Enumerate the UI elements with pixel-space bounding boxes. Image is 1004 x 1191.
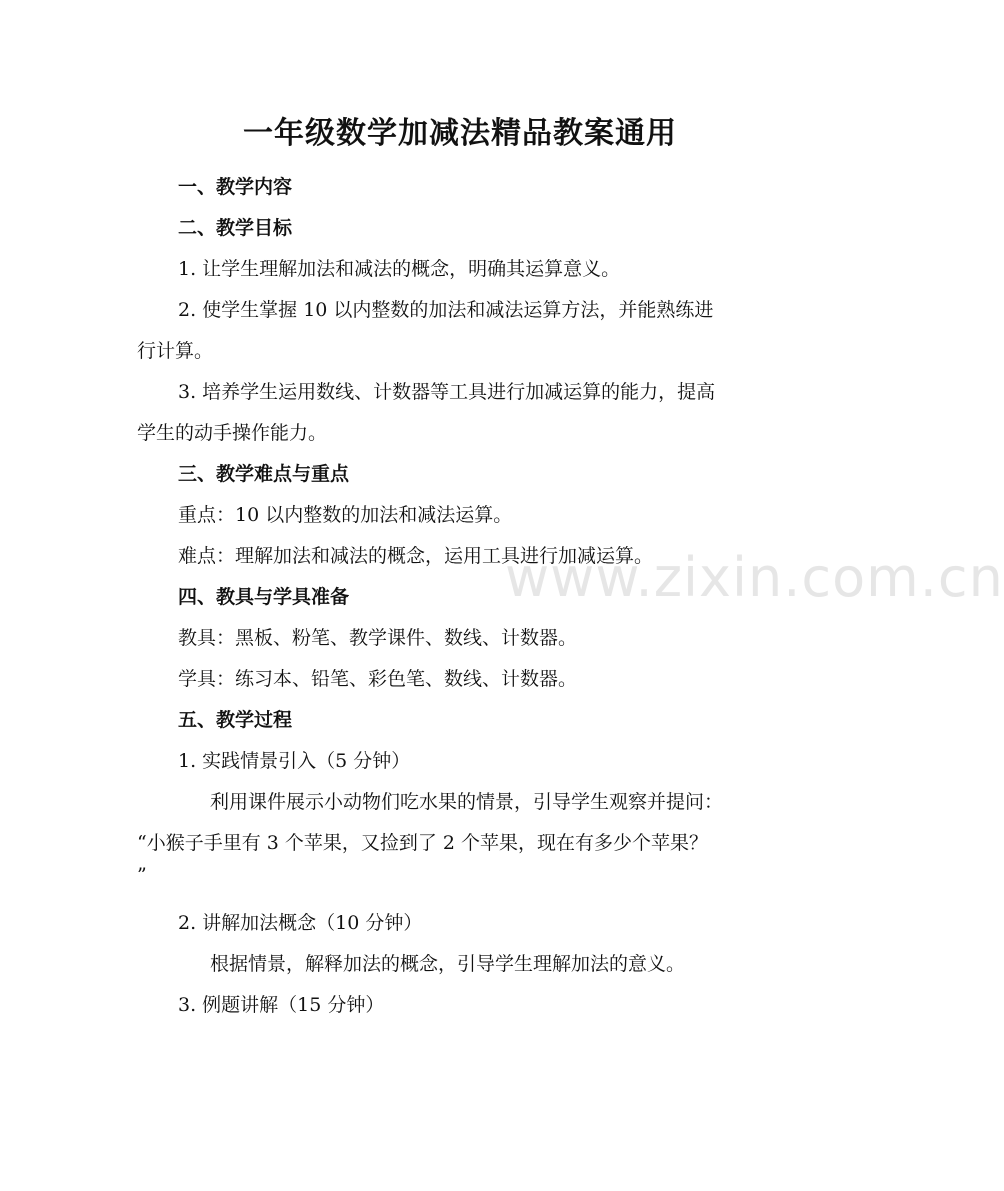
document-title: 一年级数学加减法精品教案通用 (243, 116, 677, 151)
objective-2-cont: 行计算。 (137, 340, 214, 362)
section-heading-materials: 四、教具与学具准备 (178, 586, 350, 608)
difficulty: 难点：理解加法和减法的概念，运用工具进行加减运算。 (178, 545, 654, 567)
section-heading-process: 五、教学过程 (178, 709, 293, 731)
objective-3-cont: 学生的动手操作能力。 (137, 422, 328, 444)
objective-2: 2. 使学生掌握 10 以内整数的加法和减法运算方法，并能熟练进 (178, 299, 714, 321)
process-step-2: 2. 讲解加法概念（10 分钟） (178, 912, 423, 934)
teacher-materials: 教具：黑板、粉笔、教学课件、数线、计数器。 (178, 627, 578, 649)
student-materials: 学具：练习本、铅笔、彩色笔、数线、计数器。 (178, 668, 578, 690)
watermark: www.zixin.com.cn (505, 546, 1004, 609)
process-step-3: 3. 例题讲解（15 分钟） (178, 994, 385, 1016)
section-heading-content: 一、教学内容 (178, 176, 293, 198)
process-step-1-text: 利用课件展示小动物们吃水果的情景，引导学生观察并提问： (210, 791, 724, 813)
process-step-1-quote-end: ” (137, 864, 147, 886)
process-step-1-quote: “小猴子手里有 3 个苹果，又捡到了 2 个苹果，现在有多少个苹果？ (137, 832, 709, 854)
section-heading-key-points: 三、教学难点与重点 (178, 463, 350, 485)
objective-3: 3. 培养学生运用数线、计数器等工具进行加减运算的能力，提高 (178, 381, 716, 403)
section-heading-objectives: 二、教学目标 (178, 217, 293, 239)
process-step-1: 1. 实践情景引入（5 分钟） (178, 750, 411, 772)
key-point: 重点：10 以内整数的加法和减法运算。 (178, 504, 513, 526)
process-step-2-text: 根据情景，解释加法的概念，引导学生理解加法的意义。 (210, 953, 686, 975)
objective-1: 1. 让学生理解加法和减法的概念，明确其运算意义。 (178, 258, 621, 280)
